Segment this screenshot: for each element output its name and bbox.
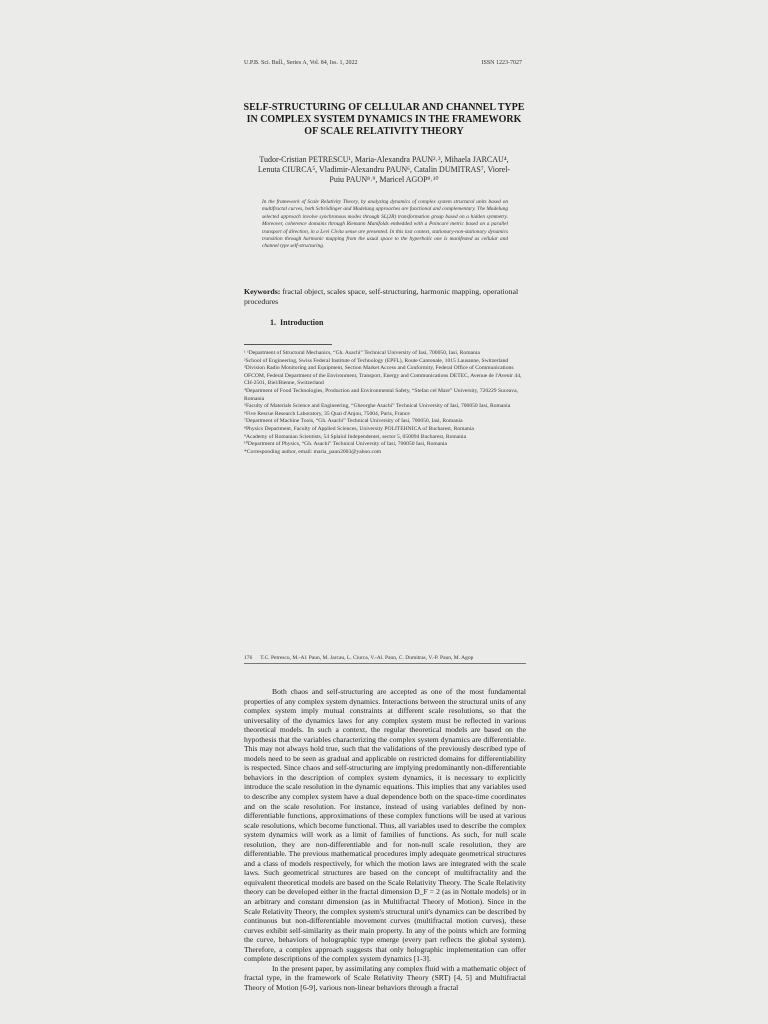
section-number: 1.	[270, 318, 276, 327]
paragraph: In the present paper, by assimilating any complex fluid with a mathematic object of fractal type, in the framework of Scale Relativity Theory (SRT) [4, 5] and Multifractal Theory of Motion [6-9], various non-linear behaviors through a fractal	[244, 963, 526, 992]
footnote: ⁴Department of Food Technologies, Production and Environmental Safety, “Stefan cel Mare” University, 720229 Suceava, Romania	[244, 387, 518, 402]
footnote: ⁹Academy of Romanian Scientists, 54 Splaiul Independentei, sector 5, 050094 Bucharest, Romania	[244, 433, 467, 440]
author-line: Lenuta CIURCA⁵, Vladimir-Alexandru PAUN⁶, Catalin DUMITRAS⁷, Viorel-	[257, 165, 511, 174]
journal-citation: U.P.B. Sci. Bull., Series A, Vol. 84, Iss. 1, 2022	[244, 60, 358, 66]
section-title: Introduction	[280, 318, 324, 327]
footnote-divider	[244, 344, 332, 345]
body-text	[244, 687, 526, 1024]
footnote: ⁵Faculty of Materials Science and Engineering, “Gheorghe Asachi” Technical University of Iasi, 700050 Iasi, Romania	[244, 403, 511, 410]
keywords	[244, 287, 524, 306]
running-authors: T.C. Petrescu, M.-Al. Paun, M. Jarcau, L. Ciurca, V.-Al. Paun, C. Dumitras, V.-P. Paun, M. Agop	[260, 655, 474, 661]
keywords-text: fractal object, scales space, self-structuring, harmonic mapping, operational procedures	[244, 287, 519, 306]
author-list	[238, 155, 530, 185]
footnote: ³Division Radio Monitoring and Equipment, Section Market Access and Conformity, Federal Office of Communications OFCOM, Federal Department of the Environment, Transport, Energy and Communications DETEC, Avenue de l'Avenir 44, CH-2501, Biel/Bienne, Switzerland	[244, 365, 522, 387]
footnote: *Corresponding author, email: maria_paun2003@yahoo.com	[244, 448, 382, 455]
title-line: IN COMPLEX SYSTEM DYNAMICS IN THE FRAMEWORK	[246, 114, 522, 125]
footnote: ¹ ¹Department of Structural Mechanics, “Gh. Asachi” Technical University of Iasi, 700050, Iasi, Romania	[244, 350, 480, 356]
footnote: ⁸Physics Department, Faculty of Applied Sciences, University POLITEHNICA of Bucharest, Romania	[244, 425, 474, 432]
journal-header	[244, 60, 522, 66]
title-line: OF SCALE RELATIVITY THEORY	[304, 126, 464, 137]
abstract: In the framework of Scale Relativity Theory, by analyzing dynamics of complex system structural units based on multifractal curves, both Schrödinger and Madelung approaches are functional and complementary. The Madelung selected approach involve synchronous modes through SL(2R) transformation group based on a hidden symmetry. Moreover, coherence domains through Riemann Manifolds embedded with a Poincaré metric based on a parallel transport of direction, in a Levi Civita sense are presented. In this last context, stationary-non-stationary dynamics transition through harmonic mapping from the usual space to the hyperbolic one is manifested as cellular and channel type self-structuring.	[262, 199, 508, 250]
footnotes	[244, 350, 524, 456]
page-number: 176	[244, 655, 253, 661]
author-line: Tudor-Cristian PETRESCU¹, Maria-Alexandra PAUN²˒³, Mihaela JARCAU⁴,	[259, 155, 509, 164]
paper-title	[232, 102, 536, 138]
author-line: Puiu PAUN⁸˒⁹, Maricel AGOP⁹˒¹⁰	[329, 175, 439, 184]
keywords-label: Keywords:	[244, 287, 281, 296]
footnote: ²School of Engineering, Swiss Federal Institute of Technology (EPFL), Route Cantonale, 1015 Lausanne, Switzerland	[244, 357, 509, 364]
footnote: ¹⁰Department of Physics, “Gh. Asachi” Technical University of Iasi, 700050 Iasi, Romania	[244, 441, 448, 448]
issn: ISSN 1223-7027	[481, 60, 522, 66]
paragraph: Both chaos and self-structuring are accepted as one of the most fundamental properties of any complex system dynamics. Interactions between the structural units of any complex system imply mutual constraints at different scale resolutions, so that the universality of the dynamics laws for any complex system must be reflected in various theoretical models. In such a context, the regular theoretical models are based on the hypothesis that the variables characterizing the complex system dynamics are differentiable. This may not always hold true, such that the validations of the previously described type of models need to be seen as gradual and applicable on restricted domains for differentiability is respected. Since chaos and self-structuring are implying predominantly non-differentiable behaviors in the description of complex system dynamics, it is necessary to explicitly introduce the scale resolution in the dynamic equations. This implies that any variables used to describe any complex system have a dual dependence both on the space-time coordinates and on the scale resolution. For instance, instead of using variables defined by non-differentiable functions, approximations of these complex functions will be used at various scale resolutions, which become functional. Thus, all variables used to describe the complex system dynamics will work as a limit of families of functions. As such, for null scale resolution, they are non-differentiable and for non-null scale resolution, they are differentiable. The previous mathematical procedures imply adequate geometrical structures and a class of models respectively, for which the motion laws are integrated with the scale laws. Such geometrical structures are based on the concept of multifractality and the equivalent theoretical models are based on the Scale Relativity Theory. The Scale Relativity theory can be developed either in the fractal dimension D_F = 2 (as in Nottale models) or in an arbitrary and constant dimension (as in Multifractal Theory of Motion). Since in the Scale Relativity Theory, the complex system's structural unit's dynamics can be described by continuous but non-differentiable movement curves (multifractal motion curves), these curves exhibit self-similarity as their main property. In any of the points which are forming the curve, behaviors of holographic type emerge (every part reflects the global system). Therefore, a complex approach suggests that only holographic implementation can offer complete descriptions of the complex system dynamics [1-3].	[244, 687, 526, 964]
footnote: ⁶Five Rescue Research Laboratory, 35 Quai d'Anjou, 75004, Paris, France	[244, 410, 410, 417]
title-line: SELF-STRUCTURING OF CELLULAR AND CHANNEL TYPE	[243, 102, 525, 113]
footnote: ⁷Department of Machine Tools, “Gh. Asachi” Technical University of Iasi, 700050, Iasi, Romania	[244, 418, 463, 425]
section-heading	[270, 318, 323, 327]
running-header	[244, 655, 526, 664]
